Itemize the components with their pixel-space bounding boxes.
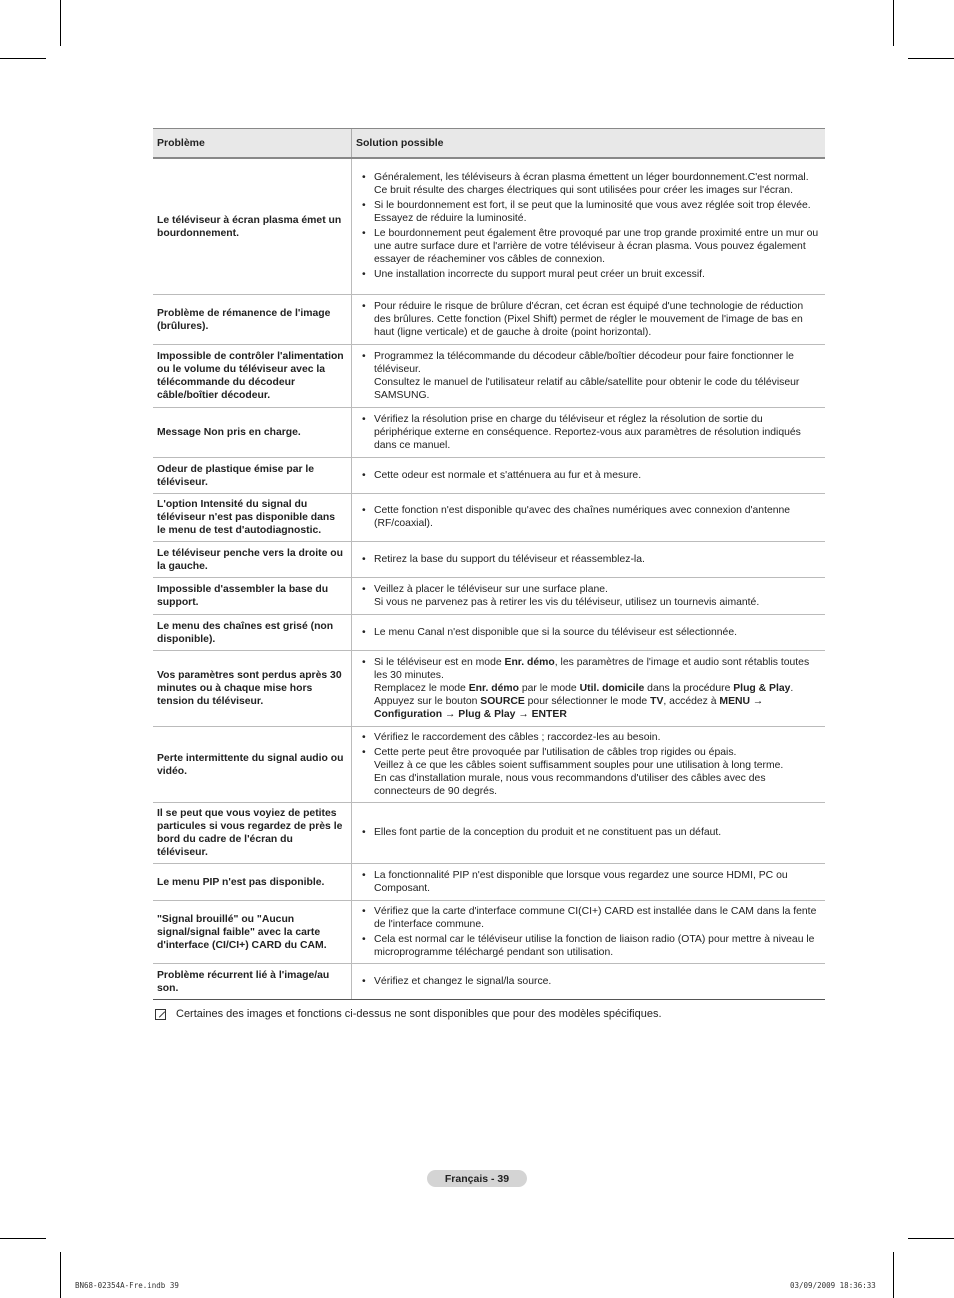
solution-cell — [352, 578, 825, 614]
solution-cell — [352, 345, 825, 407]
solution-cell — [352, 159, 825, 294]
problem-cell: Le menu des chaînes est grisé (non disponible). — [153, 615, 352, 650]
note-icon — [155, 1009, 166, 1020]
solution-cell — [352, 458, 825, 493]
problem-cell: Le téléviseur penche vers la droite ou la gauche. — [153, 542, 352, 577]
footer-file: BN68-02354A-Fre.indb 39 — [75, 1281, 179, 1290]
table-row — [153, 803, 825, 864]
table-row — [153, 864, 825, 901]
solution-item: • Vérifiez le raccordement des câbles ; raccordez-les au besoin. — [360, 731, 821, 744]
problem-cell: Problème de rémanence de l'image (brûlures). — [153, 295, 352, 344]
solution-item: • Vérifiez la résolution prise en charge du téléviseur et réglez la résolution de sortie du périphérique externe en conséquence. Reportez-vous aux paramètres de résolution indiqués dans ce manuel. — [360, 413, 821, 452]
table-row — [153, 458, 825, 494]
solution-item: • Si le téléviseur est en mode Enr. démo, les paramètres de l'image et audio sont rétablis toutes les 30 minutes. Remplacez le mode Enr. démo par le mode Util. domicile dans la procédure Plug & Play. Appuyez sur le bouton SOURCE pour sélectionner le mode TV, accédez à MENU → Configuration → Plug & Play → ENTER — [360, 656, 821, 721]
table-row — [153, 964, 825, 999]
problem-cell: Perte intermittente du signal audio ou vidéo. — [153, 727, 352, 802]
problem-cell: Odeur de plastique émise par le téléviseur. — [153, 458, 352, 493]
table-row — [153, 901, 825, 964]
solution-item: • La fonctionnalité PIP n'est disponible que lorsque vous regardez une source HDMI, PC ou Composant. — [360, 869, 821, 895]
problem-cell: Impossible d'assembler la base du support. — [153, 578, 352, 614]
solution-cell — [352, 803, 825, 863]
solution-item: • Le menu Canal n'est disponible que si la source du téléviseur est sélectionnée. — [360, 626, 821, 639]
problem-cell: Problème récurrent lié à l'image/au son. — [153, 964, 352, 999]
solution-cell — [352, 615, 825, 650]
problem-cell: "Signal brouillé" ou "Aucun signal/signal faible" avec la carte d'interface (CI/CI+) CARD du CAM. — [153, 901, 352, 963]
solution-cell — [352, 408, 825, 457]
table-row — [153, 578, 825, 615]
troubleshooting-table — [153, 128, 825, 1000]
solution-cell — [352, 864, 825, 900]
table-row — [153, 295, 825, 345]
table-row — [153, 651, 825, 727]
solution-cell — [352, 964, 825, 999]
problem-cell: Le menu PIP n'est pas disponible. — [153, 864, 352, 900]
solution-item: • Cela est normal car le téléviseur utilise la fonction de liaison radio (OTA) pour mettre à niveau le microprogramme téléchargé pendant son utilisation. — [360, 933, 821, 959]
page-number-badge: Français - 39 — [427, 1170, 527, 1187]
solution-item: • Généralement, les téléviseurs à écran plasma émettent un léger bourdonnement.C'est normal. Ce bruit résulte des charges électriques qui sont utilisées pour créer les images sur l'écran. — [360, 171, 821, 197]
note-text: Certaines des images et fonctions ci-dessus ne sont disponibles que pour des modèles spécifiques. — [176, 1008, 662, 1020]
table-header — [153, 129, 825, 159]
note — [155, 1008, 662, 1020]
solution-item: • Retirez la base du support du téléviseur et réassemblez-la. — [360, 553, 821, 566]
table-row — [153, 159, 825, 295]
table-row — [153, 494, 825, 542]
solution-item: • Cette fonction n'est disponible qu'avec des chaînes numériques avec connexion d'antenne (RF/coaxial). — [360, 504, 821, 530]
problem-cell: Il se peut que vous voyiez de petites particules si vous regardez de près le bord du cadre de l'écran du téléviseur. — [153, 803, 352, 863]
solution-item: • Veillez à placer le téléviseur sur une surface plane. Si vous ne parvenez pas à retirer les vis du téléviseur, utilisez un tournevis aimanté. — [360, 583, 821, 609]
solution-item: • Vérifiez que la carte d'interface commune CI(CI+) CARD est installée dans le CAM dans la fente de l'interface commune. — [360, 905, 821, 931]
problem-cell: Impossible de contrôler l'alimentation ou le volume du téléviseur avec la télécommande du décodeur câble/boîtier décodeur. — [153, 345, 352, 407]
solution-item: • Une installation incorrecte du support mural peut créer un bruit excessif. — [360, 268, 821, 281]
header-problem: Problème — [153, 129, 352, 157]
problem-cell: Le téléviseur à écran plasma émet un bourdonnement. — [153, 159, 352, 294]
solution-cell — [352, 727, 825, 802]
solution-item: • Vérifiez et changez le signal/la source. — [360, 975, 821, 988]
solution-cell — [352, 901, 825, 963]
problem-cell: Vos paramètres sont perdus après 30 minutes ou à chaque mise hors tension du téléviseur. — [153, 651, 352, 726]
solution-item: • Elles font partie de la conception du produit et ne constituent pas un défaut. — [360, 826, 821, 839]
table-row — [153, 615, 825, 651]
header-solution: Solution possible — [356, 137, 444, 149]
solution-cell — [352, 542, 825, 577]
problem-cell: L'option Intensité du signal du téléviseur n'est pas disponible dans le menu de test d'autodiagnostic. — [153, 494, 352, 541]
table-row — [153, 345, 825, 408]
solution-item: • Cette odeur est normale et s'atténuera au fur et à mesure. — [360, 469, 821, 482]
table-row — [153, 727, 825, 803]
solution-cell — [352, 295, 825, 344]
problem-cell: Message Non pris en charge. — [153, 408, 352, 457]
table-row — [153, 408, 825, 458]
solution-item: • Programmez la télécommande du décodeur câble/boîtier décodeur pour faire fonctionner le téléviseur. Consultez le manuel de l'utilisateur relatif au câble/satellite pour obtenir le code du téléviseur SAMSUNG. — [360, 350, 821, 402]
table-row — [153, 542, 825, 578]
footer-date: 03/09/2009 18:36:33 — [790, 1281, 876, 1290]
solution-cell — [352, 651, 825, 726]
solution-item: • Cette perte peut être provoquée par l'utilisation de câbles trop rigides ou épais. Veillez à ce que les câbles soient suffisamment souples pour une utilisation à long terme. En cas d'installation murale, nous vous recommandons d'utiliser des câbles avec des connecteurs de 90 degrés. — [360, 746, 821, 798]
solution-item: • Le bourdonnement peut également être provoqué par une trop grande proximité entre un mur ou une autre surface dure et l'arrière de votre téléviseur à écran plasma. Vous pouvez également essayer de réacheminer vos câbles de connexion. — [360, 227, 821, 266]
solution-item: • Si le bourdonnement est fort, il se peut que la luminosité que vous avez réglée soit trop élevée. Essayez de réduire la luminosité. — [360, 199, 821, 225]
solution-cell — [352, 494, 825, 541]
solution-item: • Pour réduire le risque de brûlure d'écran, cet écran est équipé d'une technologie de réduction des brûlures. Cette fonction (Pixel Shift) permet de régler le mouvement de l'image de bas en haut (ligne verticale) et de gauche à droite (point horizontal). — [360, 300, 821, 339]
